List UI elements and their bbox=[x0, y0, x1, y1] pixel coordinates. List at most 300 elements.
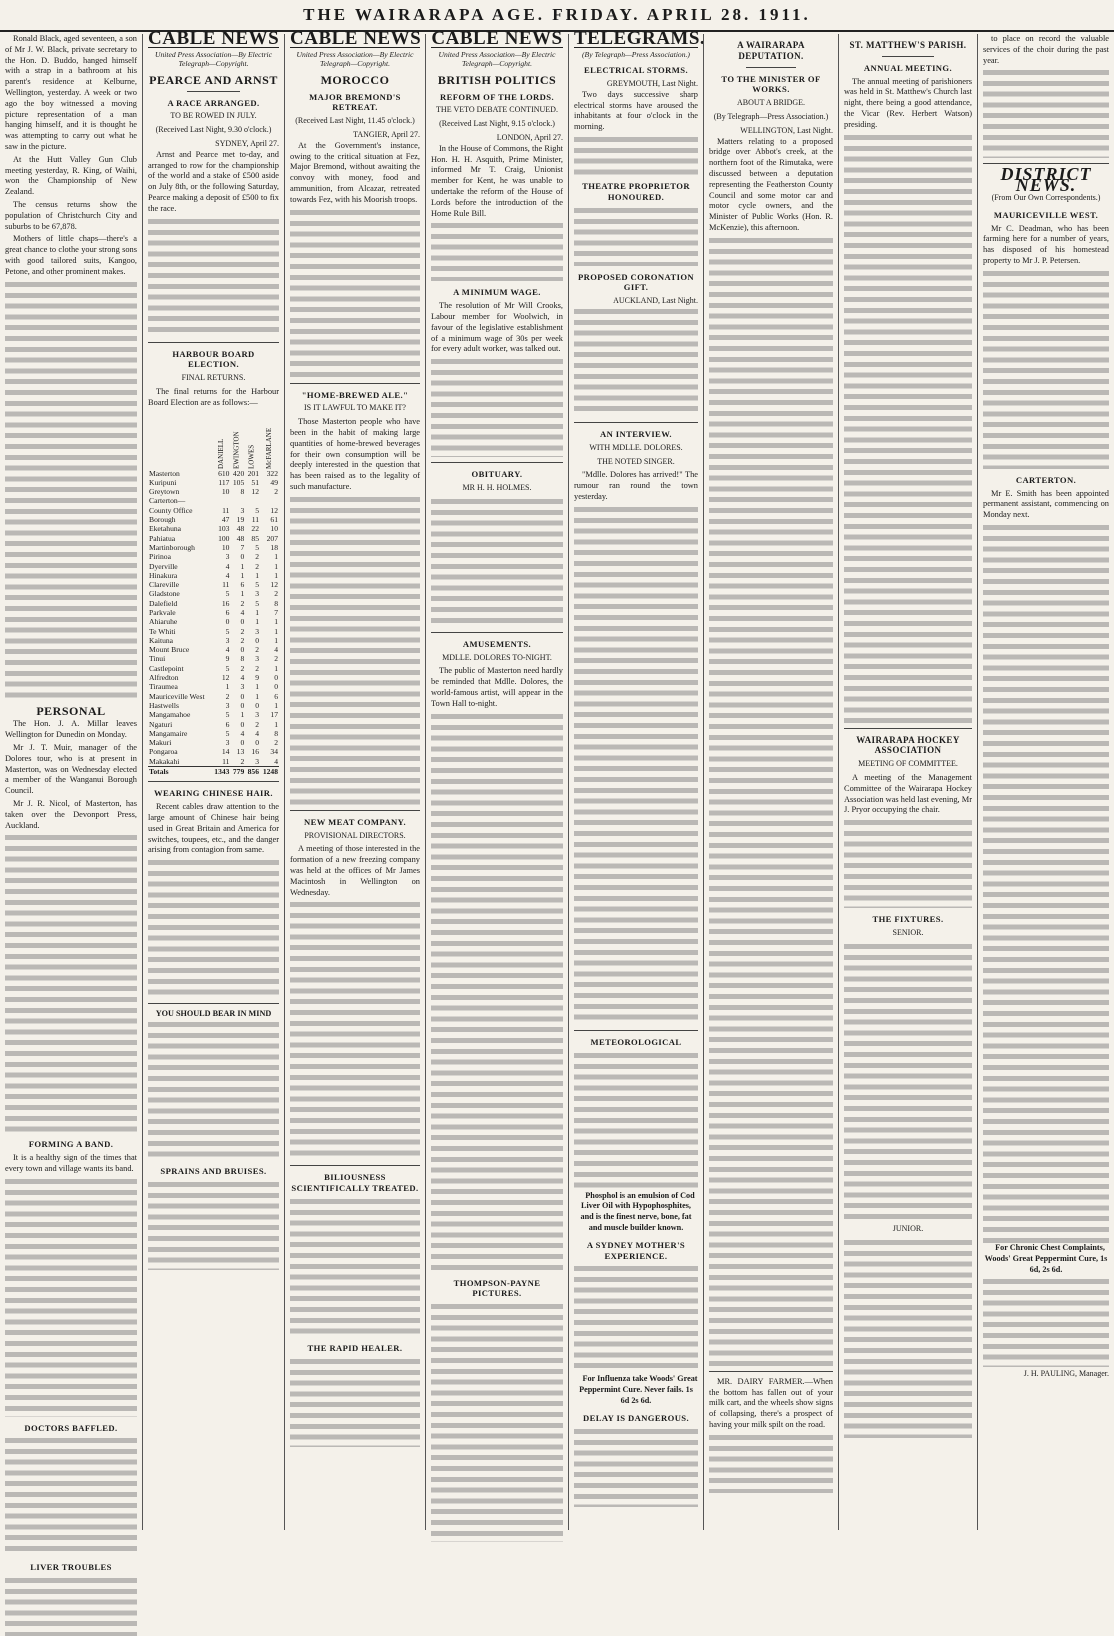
section-heading: AN INTERVIEW. bbox=[600, 429, 672, 440]
section-heading: FORMING A BAND. bbox=[28, 1139, 114, 1150]
article-subheadline: PROVISIONAL DIRECTORS. bbox=[304, 830, 406, 840]
agency-credit: United Press Association—By Electric Telegraph—Copyright. bbox=[296, 49, 414, 69]
article-subheadline: ABOUT A BRIDGE. bbox=[736, 98, 806, 108]
news-paragraph: The census returns show the population of Christchurch City and suburbs to be 67,878. bbox=[5, 199, 137, 231]
news-paragraph: The final returns for the Harbour Board Election are as follows:— bbox=[148, 386, 279, 407]
table-cell-votes: 4 bbox=[225, 561, 230, 571]
table-cell-booth: Masterton bbox=[149, 468, 180, 478]
text-block bbox=[574, 307, 698, 417]
table-cell-votes: 1 bbox=[274, 552, 278, 562]
table-cell-votes: 8 bbox=[274, 598, 278, 608]
article-subheadline: IS IT LAWFUL TO MAKE IT? bbox=[304, 403, 406, 413]
news-paragraph: Matters relating to a proposed bridge over Abbot's creek, at the northern foot of the Rimutaka, were discussed between a deputation representing the Featherston County Council and some motor car and motor cycle owners, and the Minister of Public Works (Hon. R. McKenzie), this afternoon. bbox=[709, 136, 833, 232]
table-cell-booth: Hinakura bbox=[149, 570, 178, 580]
table-row bbox=[148, 469, 279, 478]
table-cell-votes: 2 bbox=[255, 663, 259, 673]
table-cell-votes: 2 bbox=[274, 487, 278, 497]
divider bbox=[574, 422, 698, 423]
text-block bbox=[574, 505, 698, 1025]
table-cell-votes: 16 bbox=[251, 747, 259, 757]
table-cell-booth: Pongaroa bbox=[149, 747, 178, 757]
received-note: (Received Last Night, 11.45 o'clock.) bbox=[295, 116, 415, 126]
section-heading: METEOROLOGICAL bbox=[590, 1036, 682, 1047]
table-cell-votes: 3 bbox=[225, 700, 230, 710]
agency-credit: (From Our Own Correspondents.) bbox=[991, 192, 1101, 202]
news-paragraph: to place on record the valuable services of the choir during the past year. bbox=[983, 34, 1109, 65]
divider bbox=[148, 1003, 279, 1004]
divider bbox=[290, 810, 420, 811]
table-cell-votes: 4 bbox=[255, 728, 259, 738]
dateline: AUCKLAND, Last Night. bbox=[613, 296, 698, 306]
table-cell-votes: 5 bbox=[225, 626, 230, 636]
table-cell-votes: 0 bbox=[225, 617, 230, 627]
table-cell-votes: 5 bbox=[255, 505, 259, 515]
table-cell-votes bbox=[260, 496, 279, 505]
table-cell-votes: 9 bbox=[255, 673, 259, 683]
table-cell-votes: 1 bbox=[255, 691, 259, 701]
table-cell-votes: 0 bbox=[240, 645, 245, 655]
table-cell-votes: 2 bbox=[225, 691, 230, 701]
table-cell-votes: 1 bbox=[225, 682, 230, 692]
text-block bbox=[431, 357, 563, 457]
table-cell-booth: Makuri bbox=[149, 738, 172, 748]
article-subheadline: MAJOR BREMOND'S RETREAT. bbox=[309, 91, 401, 113]
text-block bbox=[5, 1436, 137, 1556]
divider bbox=[844, 728, 972, 729]
table-row bbox=[148, 524, 279, 533]
divider bbox=[574, 1030, 698, 1031]
column-8 bbox=[977, 34, 1114, 1530]
table-cell-votes: 0 bbox=[274, 682, 278, 692]
news-paragraph: Mothers of little chaps—there's a great chance to clothe your strong sons with good tailored suits, Kangoo, Petone, and other prominent makes. bbox=[5, 234, 137, 276]
district-news-title: DISTRICT NEWS. bbox=[1000, 164, 1092, 196]
table-row bbox=[148, 692, 279, 701]
table-cell-votes: 48 bbox=[236, 524, 245, 534]
table-cell-votes: 34 bbox=[270, 747, 278, 757]
table-cell-votes: 10 bbox=[221, 542, 230, 552]
table-cell-votes: 2 bbox=[255, 645, 259, 655]
table-cell-booth: Pahiatua bbox=[149, 533, 176, 543]
table-cell-votes: 5 bbox=[225, 589, 230, 599]
cable-news-title: CABLE NEWS bbox=[431, 28, 563, 49]
table-cell-votes: 3 bbox=[225, 738, 230, 748]
table-cell-votes: 19 bbox=[236, 515, 245, 525]
table-cell-votes: 1 bbox=[274, 700, 278, 710]
table-cell-booth: Parkvale bbox=[149, 608, 176, 617]
table-cell-votes: 11 bbox=[222, 756, 230, 766]
news-paragraph: The public of Masterton need hardly be reminded that Mdlle. Dolores, the world-famous artist, will appear in the Town Hall to-night. bbox=[431, 666, 563, 708]
table-cell-votes: 1 bbox=[274, 561, 278, 571]
masthead: THE WAIRARAPA AGE. FRIDAY. APRIL 28. 1911. bbox=[0, 0, 1114, 32]
table-cell-booth: Dalefield bbox=[149, 598, 178, 608]
table-cell-votes: 1 bbox=[255, 570, 259, 580]
table-cell-booth: Totals bbox=[148, 767, 212, 777]
article-subheadline: SENIOR. bbox=[892, 927, 924, 937]
table-cell-votes: 3 bbox=[255, 756, 259, 766]
news-paragraph: Mr C. Deadman, who has been farming here for a number of years, has disposed of his homestead property to Mr J. P. Petersen. bbox=[983, 223, 1109, 265]
dateline: GREYMOUTH, Last Night. bbox=[606, 79, 698, 89]
article-subheadline: TO THE MINISTER OF WORKS. bbox=[721, 73, 821, 95]
table-cell-booth: Dyerville bbox=[149, 561, 178, 571]
table-row bbox=[148, 617, 279, 626]
divider bbox=[290, 383, 420, 384]
table-row bbox=[148, 543, 279, 552]
table-cell-votes: 7 bbox=[240, 542, 245, 552]
text-block bbox=[844, 1238, 972, 1438]
text-block bbox=[290, 495, 420, 805]
divider bbox=[431, 632, 563, 633]
article-subheadline: MR H. H. HOLMES. bbox=[462, 482, 532, 492]
table-cell-votes: 18 bbox=[270, 542, 278, 552]
table-cell-votes: 0 bbox=[240, 738, 245, 748]
table-cell-votes: 1 bbox=[240, 710, 245, 720]
table-row bbox=[148, 710, 279, 719]
divider bbox=[290, 1165, 420, 1166]
table-cell-booth: Mangamaire bbox=[149, 728, 188, 738]
column-6 bbox=[703, 34, 838, 1530]
section-heading: PERSONAL bbox=[36, 703, 106, 718]
text-block bbox=[709, 1433, 833, 1493]
table-cell-votes: 11 bbox=[222, 580, 230, 590]
table-cell-booth: Hastwells bbox=[149, 700, 179, 710]
advertisement-heading: THE RAPID HEALER. bbox=[307, 1342, 403, 1353]
advertisement-text: Phosphol is an emulsion of Cod Liver Oil with Hypophosphites, and is the finest nerve, bone, fat and muscle builder known. bbox=[580, 1190, 695, 1233]
table-cell-booth: Pirinoa bbox=[149, 552, 171, 562]
section-heading: "HOME-BREWED ALE." bbox=[301, 389, 409, 400]
table-cell-votes: 1 bbox=[255, 617, 259, 627]
table-cell-votes: 0 bbox=[255, 635, 259, 645]
table-cell-votes: 5 bbox=[225, 663, 230, 673]
table-cell-booth: Martinborough bbox=[149, 542, 195, 552]
table-cell-votes: 0 bbox=[240, 552, 245, 562]
section-heading: DELAY IS DANGEROUS. bbox=[582, 1412, 690, 1423]
election-results-table bbox=[148, 411, 279, 777]
table-cell-votes: 49 bbox=[270, 477, 278, 487]
divider bbox=[746, 67, 796, 68]
table-cell-booth: Gladstone bbox=[149, 589, 180, 599]
table-cell-votes: 3 bbox=[225, 635, 230, 645]
article-headline: A WAIRARAPA DEPUTATION. bbox=[737, 40, 805, 61]
text-block bbox=[709, 236, 833, 1366]
text-block bbox=[5, 280, 137, 700]
table-cell-votes: 105 bbox=[232, 477, 245, 487]
table-cell-votes: 6 bbox=[274, 691, 278, 701]
agency-credit: United Press Association—By Electric Telegraph—Copyright. bbox=[438, 49, 556, 69]
text-block bbox=[844, 818, 972, 908]
section-heading: NEW MEAT COMPANY. bbox=[303, 816, 407, 827]
section-heading: HARBOUR BOARD ELECTION. bbox=[172, 348, 255, 370]
table-cell-votes: 4 bbox=[240, 728, 245, 738]
text-block bbox=[574, 206, 698, 266]
table-cell-votes: 11 bbox=[251, 515, 259, 525]
section-heading: CARTERTON. bbox=[1015, 474, 1077, 485]
table-header: McFARLANE bbox=[264, 427, 273, 469]
divider bbox=[431, 462, 563, 463]
table-cell-booth: Tiraumea bbox=[149, 682, 178, 692]
section-heading: THOMPSON-PAYNE PICTURES. bbox=[453, 1277, 541, 1299]
table-cell-votes: 5 bbox=[255, 598, 259, 608]
article-subheadline: WITH MDLLE. DOLORES. bbox=[589, 442, 683, 452]
text-block bbox=[983, 269, 1109, 469]
table-cell-votes: 201 bbox=[247, 468, 259, 478]
table-cell-votes: 2 bbox=[255, 561, 259, 571]
column-1 bbox=[0, 34, 142, 1573]
text-block bbox=[844, 133, 972, 723]
agency-credit: United Press Association—By Electric Telegraph—Copyright. bbox=[154, 49, 273, 69]
table-cell-votes: 1 bbox=[274, 719, 278, 729]
table-cell-votes: 856 bbox=[245, 767, 260, 777]
telegrams-title: TELEGRAMS. bbox=[574, 28, 706, 49]
table-cell-votes: 47 bbox=[221, 515, 230, 525]
table-cell-votes: 10 bbox=[221, 487, 230, 497]
table-cell-votes: 10 bbox=[270, 524, 278, 534]
table-cell-votes: 61 bbox=[270, 515, 278, 525]
table-cell-votes: 11 bbox=[222, 505, 230, 515]
table-cell-booth: Eketahuna bbox=[149, 524, 182, 534]
table-cell-booth: Castlepoint bbox=[149, 663, 184, 673]
news-paragraph: It is a healthy sign of the times that every town and village wants its band. bbox=[5, 1153, 137, 1173]
text-block bbox=[290, 1357, 420, 1447]
table-cell-votes: 1 bbox=[274, 635, 278, 645]
cable-news-title: CABLE NEWS bbox=[290, 28, 422, 49]
text-block bbox=[844, 942, 972, 1222]
table-cell-votes: 9 bbox=[225, 654, 230, 664]
table-cell-booth: Greytown bbox=[149, 487, 180, 497]
table-cell-booth: Mount Bruce bbox=[149, 645, 190, 655]
section-heading: ELECTRICAL STORMS. bbox=[584, 65, 688, 76]
table-cell-booth: Clareville bbox=[149, 580, 179, 590]
text-block bbox=[574, 135, 698, 175]
dateline: SYDNEY, April 27. bbox=[215, 138, 279, 148]
cable-news-title: CABLE NEWS bbox=[148, 28, 280, 49]
table-header: LOWES bbox=[247, 444, 256, 469]
article-subheadline: MDLLE. DOLORES TO-NIGHT. bbox=[442, 652, 552, 662]
text-block bbox=[5, 833, 137, 1133]
signature: J. H. PAULING, Manager. bbox=[1023, 1369, 1109, 1379]
table-row bbox=[148, 515, 279, 524]
news-paragraph: Two days successive sharp electrical storms have aroused the inhabitants at four o'clock in the morning. bbox=[574, 89, 698, 132]
table-row bbox=[148, 757, 279, 767]
table-cell-votes bbox=[245, 496, 260, 505]
table-cell-booth: Alfredton bbox=[149, 673, 179, 683]
table-cell-votes: 1343 bbox=[212, 767, 231, 777]
table-cell-votes: 207 bbox=[266, 533, 278, 543]
table-row bbox=[148, 589, 279, 598]
column-5 bbox=[568, 28, 706, 1530]
section-heading: MAURICEVILLE WEST. bbox=[993, 209, 1099, 220]
table-cell-votes: 3 bbox=[240, 505, 245, 515]
table-row bbox=[148, 738, 279, 747]
section-heading: A MINIMUM WAGE. bbox=[453, 287, 541, 298]
news-paragraph: A meeting of those interested in the formation of a new freezing company was held at the offices of Mr James Macintosh in Wellington on Wednesday. bbox=[290, 844, 420, 897]
column-7 bbox=[838, 34, 977, 1530]
table-cell-votes: 3 bbox=[225, 552, 230, 562]
table-row bbox=[148, 627, 279, 636]
news-paragraph: The annual meeting of parishioners was held in St. Matthew's Church last night, there being a good attendance, the Vicar (Rev. Herbert Watson) presiding. bbox=[844, 76, 972, 129]
table-cell-booth: Kuripuni bbox=[149, 477, 177, 487]
table-row bbox=[148, 654, 279, 663]
table-cell-votes: 17 bbox=[270, 710, 278, 720]
news-paragraph: Mr J. R. Nicol, of Masterton, has taken over the Devonport Press, Auckland. bbox=[5, 798, 137, 830]
table-cell-booth: Ahiaruhe bbox=[149, 617, 178, 627]
section-heading: AMUSEMENTS. bbox=[462, 638, 532, 649]
table-cell-votes: 420 bbox=[232, 468, 245, 478]
table-row bbox=[148, 720, 279, 729]
table-cell-votes: 12 bbox=[221, 673, 230, 683]
table-cell-votes: 1 bbox=[240, 570, 245, 580]
table-cell-votes: 3 bbox=[255, 626, 259, 636]
column-4 bbox=[425, 28, 568, 1530]
section-heading: OBITUARY. bbox=[471, 469, 523, 480]
table-row bbox=[148, 478, 279, 487]
table-cell-votes: 16 bbox=[221, 598, 230, 608]
table-cell-votes: 6 bbox=[225, 608, 230, 617]
table-cell-votes: 5 bbox=[225, 710, 230, 720]
section-heading: THEATRE PROPRIETOR HONOURED. bbox=[582, 181, 690, 202]
table-row bbox=[148, 552, 279, 561]
table-cell-booth: Ngaturi bbox=[149, 719, 173, 729]
table-cell-votes: 0 bbox=[240, 691, 245, 701]
article-subheadline: FINAL RETURNS. bbox=[181, 373, 246, 383]
table-cell-booth: Carterton— bbox=[149, 496, 186, 506]
section-heading: WAIRARAPA HOCKEY ASSOCIATION bbox=[856, 734, 960, 756]
section-heading: A SYDNEY MOTHER'S EXPERIENCE. bbox=[586, 1239, 686, 1261]
table-cell-votes: 1 bbox=[255, 608, 259, 617]
table-row bbox=[148, 496, 279, 505]
table-cell-votes: 2 bbox=[240, 626, 245, 636]
table-row bbox=[148, 767, 279, 777]
text-block bbox=[574, 1427, 698, 1507]
divider bbox=[187, 91, 239, 92]
table-cell-votes: 22 bbox=[251, 524, 259, 534]
table-cell-votes: 3 bbox=[255, 654, 259, 664]
table-cell-votes: 2 bbox=[240, 598, 245, 608]
table-cell-votes: 51 bbox=[251, 477, 259, 487]
section-heading: DOCTORS BAFFLED. bbox=[24, 1422, 118, 1433]
text-block bbox=[983, 68, 1109, 158]
table-cell-votes: 7 bbox=[274, 608, 278, 617]
advertisement-heading: YOU SHOULD BEAR IN MIND bbox=[155, 1009, 272, 1019]
table-cell-votes: 0 bbox=[240, 719, 245, 729]
news-paragraph: At the Hutt Valley Gun Club meeting yesterday, R. King, of Waihi, won the Championship of New Zealand. bbox=[5, 154, 137, 197]
text-block bbox=[290, 900, 420, 1160]
table-cell-booth: Tinui bbox=[149, 654, 166, 664]
advertisement-heading: BILIOUSNESS SCIENTIFICALLY TREATED. bbox=[291, 1172, 419, 1194]
column-3 bbox=[284, 28, 425, 1530]
dateline: LONDON, April 27. bbox=[496, 132, 563, 142]
table-cell-votes bbox=[212, 496, 231, 505]
news-paragraph: In the House of Commons, the Right Hon. H. H. Asquith, Prime Minister, informed Mr T. Craig, Unionist member for Kent, he was unable to undertake the reform of the House of Lords before the introduction of the Home Rule Bill. bbox=[431, 143, 563, 218]
table-cell-votes: 6 bbox=[240, 580, 245, 590]
text-block bbox=[148, 1020, 279, 1160]
table-cell-votes: 8 bbox=[240, 654, 245, 664]
table-cell-votes: 117 bbox=[218, 477, 230, 487]
table-row bbox=[148, 636, 279, 645]
table-cell-booth: Makakahi bbox=[149, 756, 180, 766]
table-cell-votes: 1 bbox=[240, 589, 245, 599]
table-row bbox=[148, 682, 279, 691]
table-cell-votes: 6 bbox=[225, 719, 230, 729]
table-cell-votes: 4 bbox=[274, 645, 278, 655]
table-cell-votes: 0 bbox=[255, 700, 259, 710]
table-cell-votes: 12 bbox=[270, 505, 278, 515]
article-subheadline: MEETING OF COMMITTEE. bbox=[858, 759, 958, 769]
table-cell-booth: Borough bbox=[149, 515, 176, 525]
divider bbox=[148, 781, 279, 782]
table-cell-votes: 8 bbox=[274, 728, 278, 738]
table-row bbox=[148, 673, 279, 682]
table-cell-votes: 3 bbox=[240, 682, 245, 692]
table-cell-booth: Mauriceville West bbox=[149, 691, 205, 701]
table-cell-votes: 12 bbox=[251, 487, 259, 497]
table-cell-votes: 4 bbox=[225, 570, 230, 580]
article-subheadline: ANNUAL MEETING. bbox=[863, 62, 953, 73]
section-heading: PROPOSED CORONATION GIFT. bbox=[577, 271, 695, 293]
table-row bbox=[148, 701, 279, 710]
table-cell-votes: 322 bbox=[266, 468, 278, 478]
text-block bbox=[431, 221, 563, 281]
table-row bbox=[148, 534, 279, 543]
news-paragraph: Mr E. Smith has been appointed permanent assistant, commencing on Monday next. bbox=[983, 488, 1109, 520]
article-subheadline: REFORM OF THE LORDS. bbox=[440, 91, 554, 102]
table-cell-votes: 4 bbox=[240, 673, 245, 683]
text-block bbox=[574, 1264, 698, 1374]
table-row bbox=[148, 571, 279, 580]
article-subheadline: JUNIOR. bbox=[892, 1223, 924, 1233]
table-cell-votes: 8 bbox=[240, 487, 245, 497]
table-row bbox=[148, 580, 279, 589]
table-cell-votes: 4 bbox=[274, 756, 278, 766]
received-note: (Received Last Night, 9.15 o'clock.) bbox=[439, 119, 555, 129]
table-cell-booth: County Office bbox=[149, 505, 193, 515]
table-cell-votes: 4 bbox=[240, 608, 245, 617]
section-heading: THE FIXTURES. bbox=[872, 914, 944, 925]
advertisement-text: For Influenza take Woods' Great Peppermint Cure. Never fails. 1s 6d 2s 6d. bbox=[579, 1374, 698, 1406]
table-header: DANIELL bbox=[216, 438, 225, 469]
table-cell-votes: 1 bbox=[274, 617, 278, 627]
table-cell-votes: 1 bbox=[274, 570, 278, 580]
news-paragraph: Ronald Black, aged seventeen, a son of Mr J. W. Black, private secretary to the Hon. D. Buddo, hanged himself with a strap in a bathroom at his parent's residence at Kelburne, Wellington, yesterday. A week or two ago the boy witnessed a moving picture representation of a man hanging himself, and it is thought he was attempting to carry out what he saw in the picture. bbox=[5, 34, 137, 151]
dateline: WELLINGTON, Last Night. bbox=[740, 125, 833, 135]
table-cell-votes: 2 bbox=[255, 552, 259, 562]
table-cell-votes: 2 bbox=[240, 756, 245, 766]
divider bbox=[148, 342, 279, 343]
table-cell-votes: 0 bbox=[274, 673, 278, 683]
table-cell-booth: Te Whiti bbox=[149, 626, 176, 636]
article-headline: ST. MATTHEW'S PARISH. bbox=[849, 40, 967, 50]
table-cell-booth: Kaituna bbox=[149, 635, 174, 645]
table-cell-votes: 779 bbox=[230, 767, 245, 777]
text-block bbox=[431, 1302, 563, 1542]
table-cell-votes: 1 bbox=[274, 626, 278, 636]
article-headline: PEARCE AND ARNST bbox=[149, 72, 278, 87]
news-paragraph: Recent cables draw attention to the large amount of Chinese hair being used in Great Britain and America for switches, toupees, etc., and the danger arising from contagion from same. bbox=[148, 802, 279, 855]
advertisement-text: For Chronic Chest Complaints, Woods' Great Peppermint Cure, 1s 6d, 2s 6d. bbox=[984, 1242, 1108, 1274]
table-cell-votes: 5 bbox=[225, 728, 230, 738]
table-cell-votes: 0 bbox=[255, 738, 259, 748]
news-paragraph: "Mdlle. Dolores has arrived!" The rumour ran round the town yesterday. bbox=[574, 470, 698, 502]
advertisement-text: MR. DAIRY FARMER.—When the bottom has fallen out of your milk cart, and the wheels show signs of collapsing, there's a prospect of having your milk spilt on the road. bbox=[709, 1376, 833, 1429]
article-subheadline: A RACE ARRANGED. bbox=[167, 97, 260, 108]
table-row bbox=[148, 506, 279, 515]
news-paragraph: A meeting of the Management Committee of the Wairarapa Hockey Association was held last evening, Mr J. Pryor occupying the chair. bbox=[844, 772, 972, 815]
table-cell-booth: Mangamahoe bbox=[149, 710, 191, 720]
table-cell-votes: 103 bbox=[218, 524, 230, 534]
table-row bbox=[148, 608, 279, 617]
table-cell-votes: 2 bbox=[240, 663, 245, 673]
table-cell-votes: 2 bbox=[240, 635, 245, 645]
text-block bbox=[290, 1197, 420, 1337]
